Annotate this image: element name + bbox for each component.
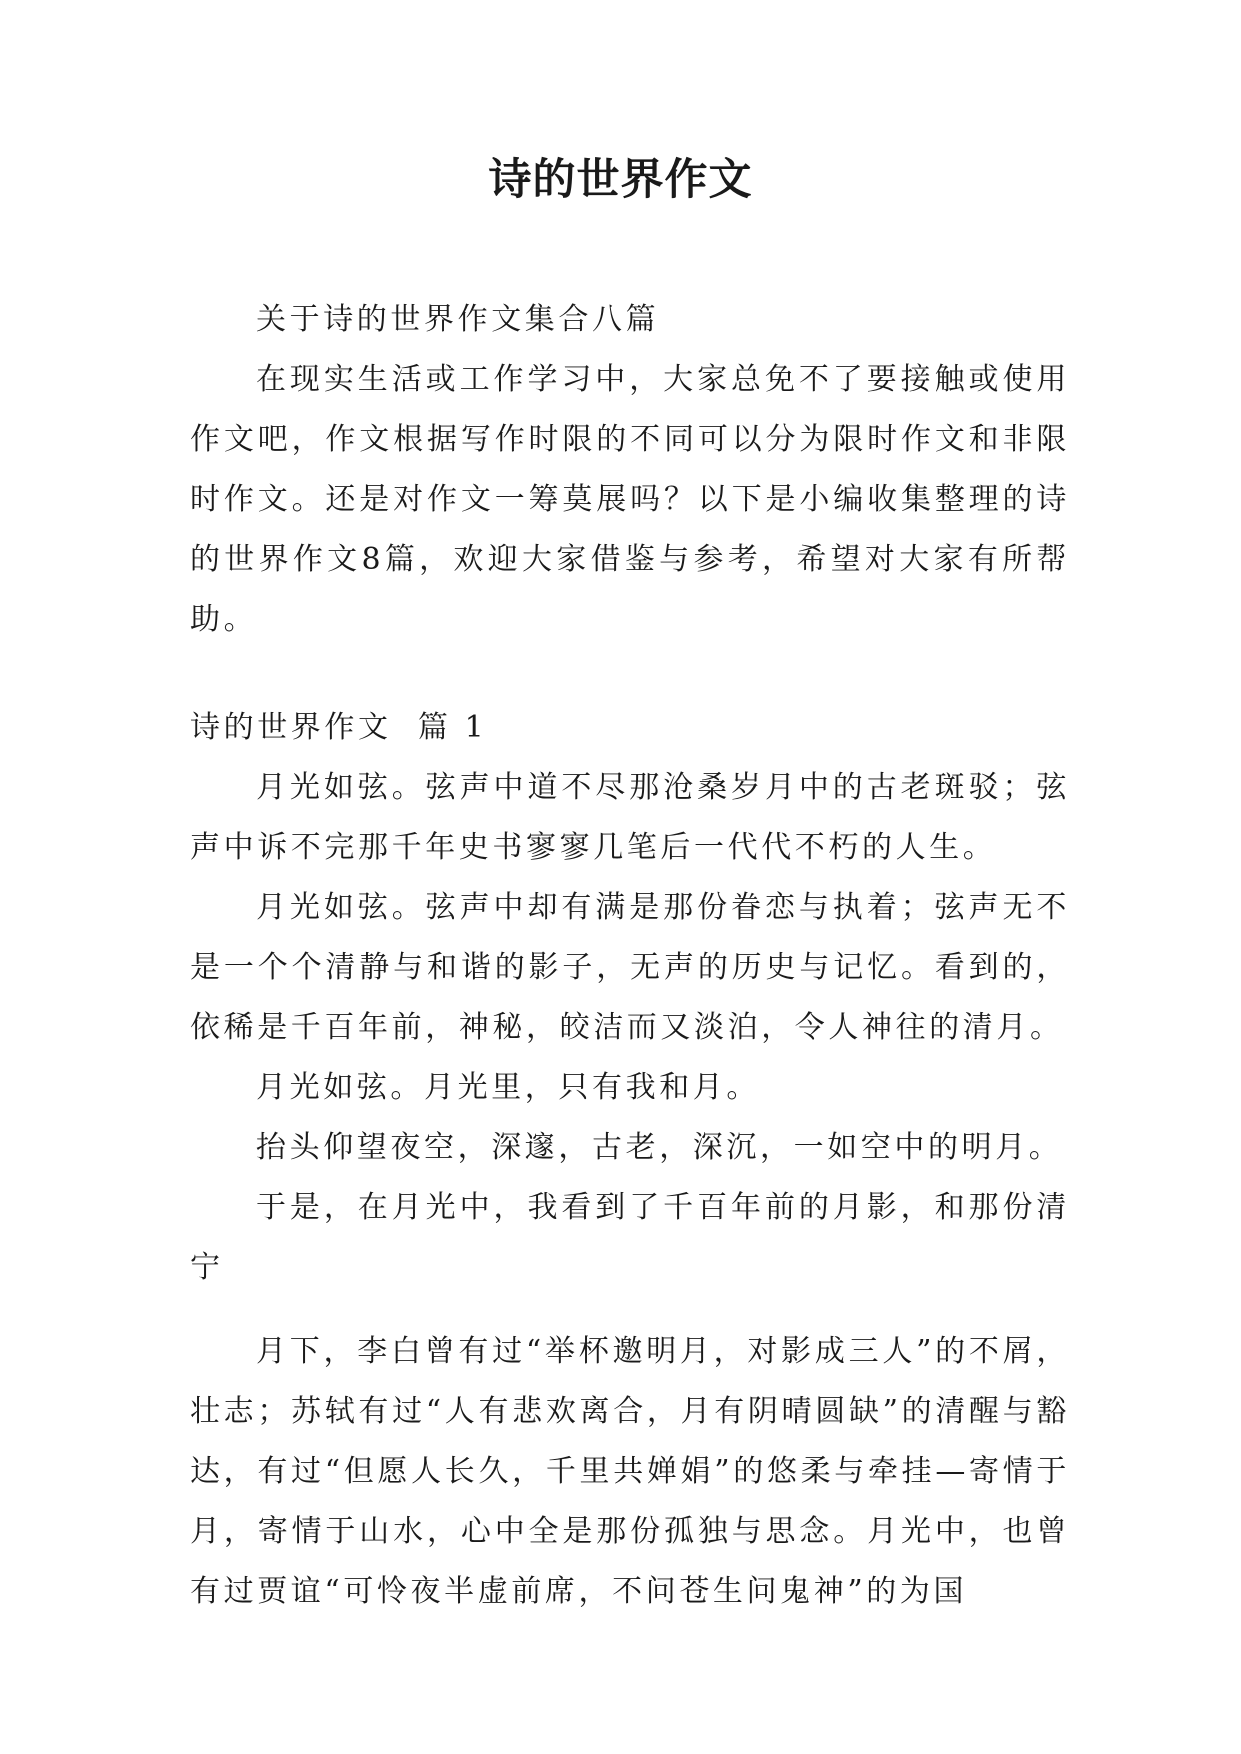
- document-body: [190, 290, 1070, 1622]
- document-title: 诗的世界作文: [488, 155, 753, 205]
- body-paragraph: 月光如弦。弦声中却有满是那份眷恋与执着；弦声无不是一个个清静与和谐的影子，无声的历史与记忆。看到的，依稀是千百年前，神秘，皎洁而又淡泊，令人神往的清月。: [190, 890, 1070, 1045]
- intro-paragraph: 在现实生活或工作学习中，大家总免不了要接触或使用作文吧，作文根据写作时限的不同可以分为限时作文和非限时作文。还是对作文一筹莫展吗？以下是小编收集整理的诗的世界作文8篇，欢迎大家借鉴与参考，希望对大家有所帮助。: [190, 362, 1070, 637]
- body-paragraph: 月光如弦。弦声中道不尽那沧桑岁月中的古老斑驳；弦声中诉不完那千年史书寥寥几笔后一代代不朽的人生。: [190, 770, 1070, 865]
- section-heading: 诗的世界作文 篇 1: [190, 710, 488, 745]
- body-paragraph: 于是，在月光中，我看到了千百年前的月影，和那份清宁: [190, 1190, 1070, 1285]
- body-paragraph: 月光如弦。月光里，只有我和月。: [256, 1070, 760, 1105]
- document-subtitle: 关于诗的世界作文集合八篇: [256, 302, 660, 337]
- body-paragraph: 抬头仰望夜空，深邃，古老，深沉，一如空中的明月。: [256, 1130, 1063, 1165]
- body-paragraph: 月下，李白曾有过“举杯邀明月，对影成三人”的不屑，壮志；苏轼有过“人有悲欢离合，月有阴晴圆缺”的清醒与豁达，有过“但愿人长久，千里共婵娟”的悠柔与牵挂—寄情于月，寄情于山水，心中全是那份孤独与思念。月光中，也曾有过贾谊“可怜夜半虚前席，不问苍生问鬼神”的为国: [190, 1334, 1070, 1609]
